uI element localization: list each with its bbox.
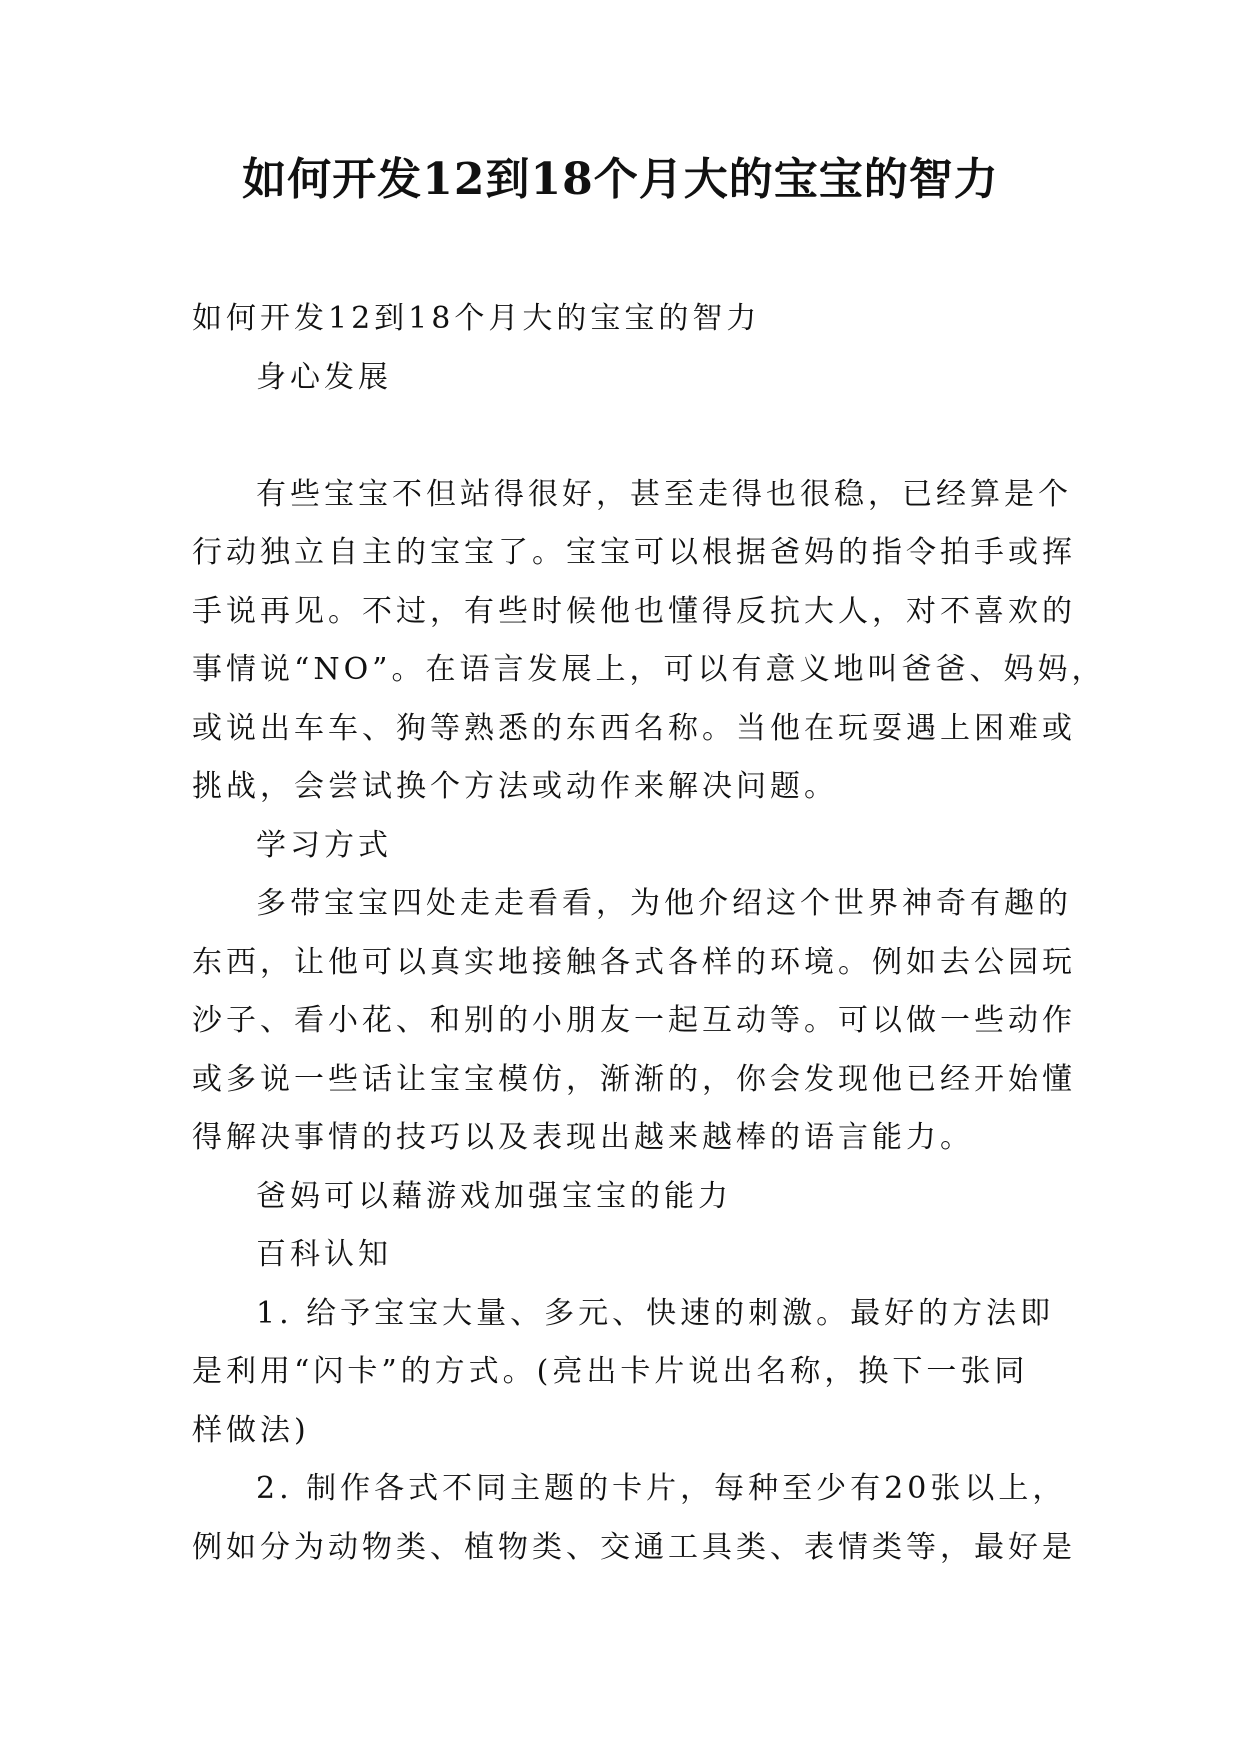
paragraph-line: 有些宝宝不但站得很好，甚至走得也很稳，已经算是个 — [256, 476, 1072, 512]
paragraph-physical — [192, 466, 1106, 817]
section-heading-physical: 身心发展 — [256, 359, 392, 395]
paragraph-line: 挑战，会尝试换个方法或动作来解决问题。 — [192, 769, 838, 804]
paragraph-line: 或多说一些话让宝宝模仿，渐渐的，你会发现他已经开始懂 — [192, 1061, 1076, 1097]
paragraph-line: 东西，让他可以真实地接触各式各样的环境。例如去公园玩 — [192, 944, 1076, 980]
paragraph-line: 例如分为动物类、植物类、交通工具类、表情类等，最好是 — [192, 1529, 1076, 1565]
section-heading-encyclopedia: 百科认知 — [256, 1237, 392, 1272]
paragraph-line: 2. 制作各式不同主题的卡片，每种至少有20张以上， — [256, 1471, 1067, 1506]
document-title: 如何开发12到18个月大的宝宝的智力 — [242, 154, 999, 205]
paragraph-learning — [192, 875, 1076, 1168]
list-item-2 — [192, 1460, 1076, 1577]
paragraph-line: 1. 给予宝宝大量、多元、快速的刺激。最好的方法即 — [256, 1295, 1055, 1331]
paragraph-line: 得解决事情的技巧以及表现出越来越棒的语言能力。 — [192, 1120, 974, 1155]
list-item-1 — [192, 1285, 1062, 1461]
paragraph-line: 手说再见。不过，有些时候他也懂得反抗大人，对不喜欢的 — [192, 593, 1076, 629]
section-heading-learning: 学习方式 — [256, 827, 392, 863]
paragraph-line: 事情说“NO”。在语言发展上，可以有意义地叫爸爸、妈妈， — [192, 652, 1106, 687]
paragraph-line: 或说出车车、狗等熟悉的东西名称。当他在玩耍遇上困难或 — [192, 710, 1076, 746]
paragraph-line: 多带宝宝四处走走看看，为他介绍这个世界神奇有趣的 — [256, 886, 1072, 921]
subtitle-line: 如何开发12到18个月大的宝宝的智力 — [192, 301, 761, 336]
paragraph-line: 样做法) — [192, 1412, 310, 1448]
paragraph-line: 是利用“闪卡”的方式。(亮出卡片说出名称，换下一张同 — [192, 1354, 1029, 1389]
paragraph-line: 沙子、看小花、和别的小朋友一起互动等。可以做一些动作 — [192, 1003, 1076, 1038]
document-body — [192, 290, 1106, 1577]
paragraph-line: 行动独立自主的宝宝了。宝宝可以根据爸妈的指令拍手或挥 — [192, 535, 1076, 570]
blank-line — [192, 407, 1062, 466]
section-heading-games: 爸妈可以藉游戏加强宝宝的能力 — [256, 1178, 732, 1214]
